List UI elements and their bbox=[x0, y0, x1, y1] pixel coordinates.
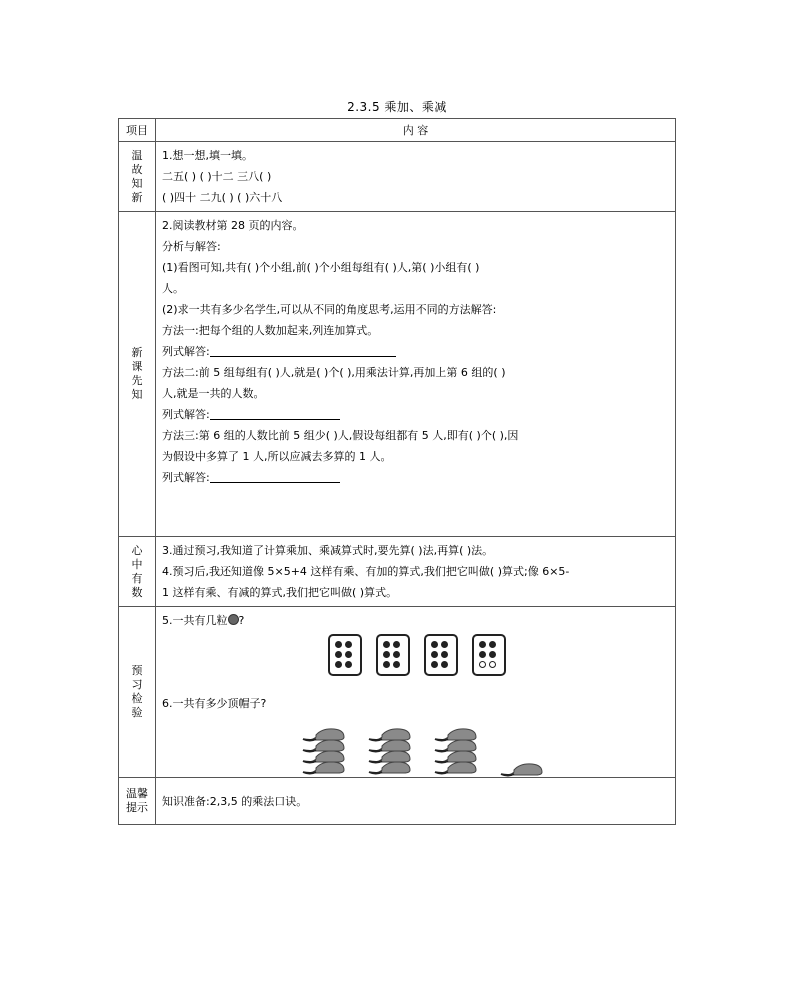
bead bbox=[489, 651, 496, 658]
preview-line-4: 人。 bbox=[162, 282, 184, 295]
section-label-review: 温故知新 bbox=[131, 148, 143, 204]
bead bbox=[345, 661, 352, 668]
bead bbox=[383, 651, 390, 658]
preview-line-12: 为假设中多算了 1 人,所以应减去多算的 1 人。 bbox=[162, 450, 392, 463]
bead bbox=[383, 641, 390, 648]
hat-stack bbox=[368, 716, 416, 774]
hat-stack bbox=[434, 716, 482, 774]
question-5-text: 5.一共有几粒 bbox=[162, 614, 228, 627]
hat-icon bbox=[434, 727, 478, 741]
bead bbox=[489, 641, 496, 648]
preview-line-11: 方法三:第 6 组的人数比前 5 组少( )人,假设每组都有 5 人,即有( )个( ),因 bbox=[162, 429, 519, 442]
preview-line-6: 方法一:把每个组的人数加起来,列连加算式。 bbox=[162, 324, 379, 337]
hat-icon bbox=[368, 727, 412, 741]
dice-card bbox=[328, 634, 362, 676]
section-mindful bbox=[119, 537, 676, 607]
mindful-line-1: 3.通过预习,我知道了计算乘加、乘减算式时,要先算( )法,再算( )法。 bbox=[162, 544, 494, 557]
bead bbox=[441, 661, 448, 668]
bead bbox=[393, 661, 400, 668]
answer-blank-3[interactable] bbox=[210, 470, 340, 483]
review-line-1: 1.想一想,填一填。 bbox=[162, 149, 253, 162]
section-tips bbox=[119, 778, 676, 825]
answer-blank-1[interactable] bbox=[210, 344, 396, 357]
mindful-line-3: 1 这样有乘、有减的算式,我们把它叫做( )算式。 bbox=[162, 586, 398, 599]
bead bbox=[335, 661, 342, 668]
bead bbox=[345, 651, 352, 658]
preview-line-3: (1)看图可知,共有( )个小组,前( )个小组每组有( )人,第( )小组有( ) bbox=[162, 261, 480, 274]
dice-card bbox=[376, 634, 410, 676]
page-title: 2.3.5 乘加、乘减 bbox=[347, 100, 447, 114]
bead bbox=[335, 651, 342, 658]
bead bbox=[393, 651, 400, 658]
hats-figure bbox=[302, 714, 669, 774]
hat-stack bbox=[302, 716, 350, 774]
header-content: 内 容 bbox=[156, 119, 676, 142]
section-review bbox=[119, 142, 676, 212]
preview-line-1: 2.阅读教材第 28 页的内容。 bbox=[162, 219, 304, 232]
worksheet-table bbox=[118, 118, 676, 825]
review-line-2: 二五( ) ( )十二 三八( ) bbox=[162, 170, 272, 183]
hat-stack bbox=[500, 718, 548, 776]
dice-card bbox=[424, 634, 458, 676]
preview-line-9: 人,就是一共的人数。 bbox=[162, 387, 265, 400]
section-label-check: 预习检验 bbox=[131, 664, 143, 719]
answer-label-1: 列式解答: bbox=[162, 345, 210, 358]
bead bbox=[431, 651, 438, 658]
dice-figure bbox=[328, 631, 669, 679]
table-header-row bbox=[119, 119, 676, 142]
review-line-3: ( )四十 二九( ) ( )六十八 bbox=[162, 191, 283, 204]
bead bbox=[431, 641, 438, 648]
section-check bbox=[119, 607, 676, 778]
bead bbox=[393, 641, 400, 648]
section-label-mindful: 心中有数 bbox=[131, 543, 143, 599]
bead bbox=[335, 641, 342, 648]
bead bbox=[345, 641, 352, 648]
mindful-line-2: 4.预习后,我还知道像 5×5+4 这样有乘、有加的算式,我们把它叫做( )算式;像 6×5- bbox=[162, 565, 570, 578]
section-label-tips: 温馨提示 bbox=[126, 787, 148, 814]
dice-card bbox=[472, 634, 506, 676]
section-label-preview: 新课先知 bbox=[131, 346, 143, 401]
bead bbox=[441, 651, 448, 658]
bead bbox=[431, 661, 438, 668]
tips-text: 知识准备:2,3,5 的乘法口诀。 bbox=[162, 795, 308, 808]
preview-line-8: 方法二:前 5 组每组有( )人,就是( )个( ),用乘法计算,再加上第 6 组的( ) bbox=[162, 366, 506, 379]
preview-line-5: (2)求一共有多少名学生,可以从不同的角度思考,运用不同的方法解答: bbox=[162, 303, 497, 316]
answer-blank-2[interactable] bbox=[210, 407, 340, 420]
hat-icon bbox=[500, 762, 544, 776]
bead bbox=[441, 641, 448, 648]
bead bbox=[479, 641, 486, 648]
section-preview bbox=[119, 212, 676, 537]
question-5-end: ? bbox=[238, 614, 245, 627]
question-6-text: 6.一共有多少顶帽子? bbox=[162, 697, 267, 710]
bead-icon bbox=[228, 614, 239, 625]
answer-label-3: 列式解答: bbox=[162, 471, 210, 484]
empty-bead bbox=[479, 661, 486, 668]
hat-icon bbox=[302, 727, 346, 741]
preview-line-2: 分析与解答: bbox=[162, 240, 221, 253]
header-project: 项目 bbox=[119, 119, 156, 142]
answer-label-2: 列式解答: bbox=[162, 408, 210, 421]
empty-bead bbox=[489, 661, 496, 668]
bead bbox=[479, 651, 486, 658]
bead bbox=[383, 661, 390, 668]
